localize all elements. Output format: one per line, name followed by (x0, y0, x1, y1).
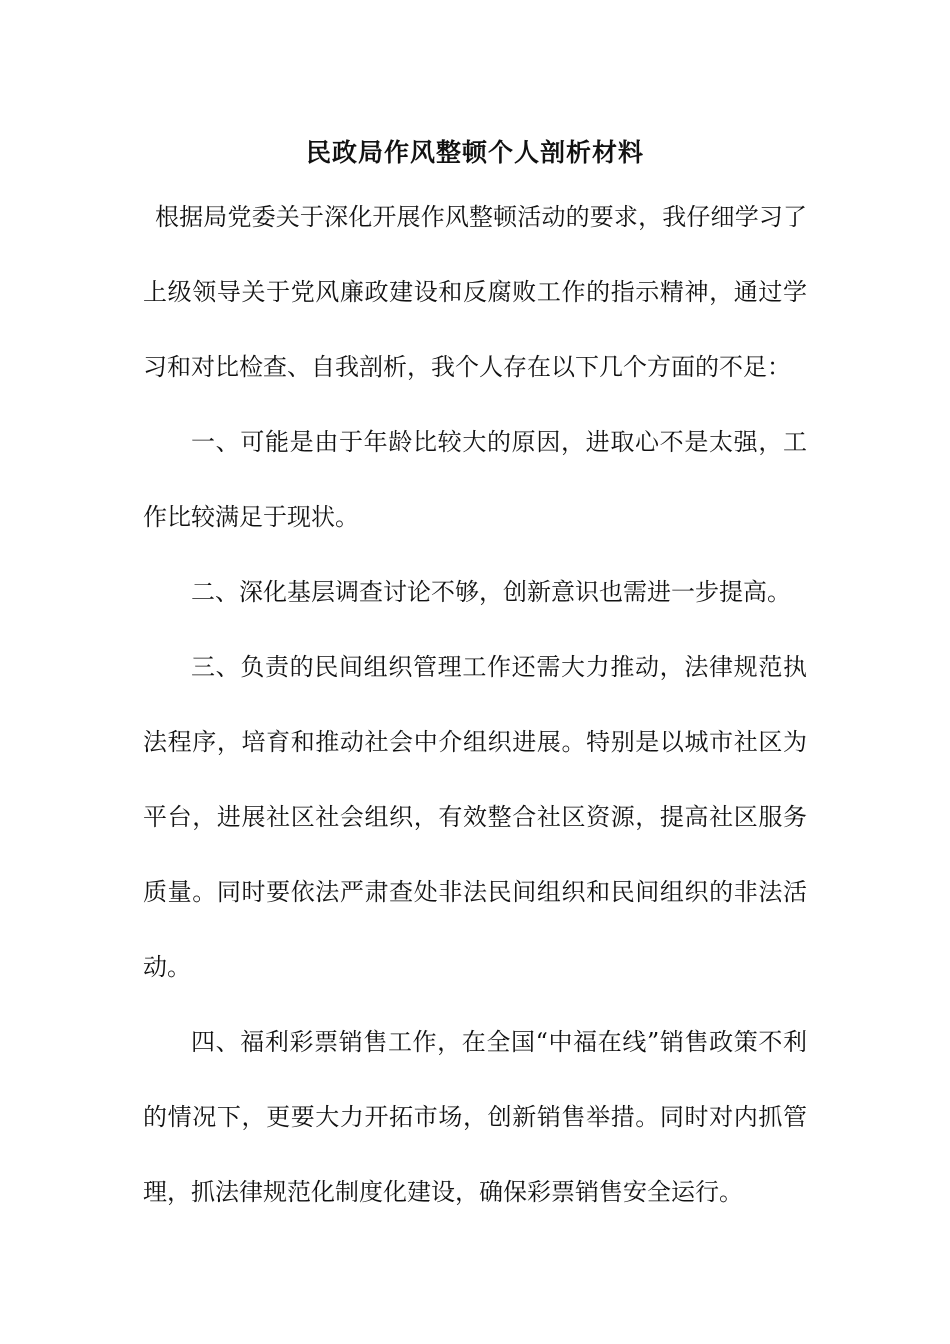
document-body (143, 180, 807, 1230)
point-three-paragraph: 三、负责的民间组织管理工作还需大力推动，法律规范执法程序，培育和推动社会中介组织进展。特别是以城市社区为平台，进展社区社会组织，有效整合社区资源，提高社区服务质量。同时要依法严肃查处非法民间组织和民间组织的非法活动。 (143, 653, 807, 981)
point-two-paragraph: 二、深化基层调查讨论不够，创新意识也需进一步提高。 (191, 578, 791, 606)
point-one-paragraph: 一、可能是由于年龄比较大的原因，进取心不是太强，工作比较满足于现状。 (143, 428, 807, 531)
document-title: 民政局作风整顿个人剖析材料 (305, 138, 644, 167)
intro-paragraph: 根据局党委关于深化开展作风整顿活动的要求，我仔细学习了上级领导关于党风廉政建设和反腐败工作的指示精神，通过学习和对比检查、自我剖析，我个人存在以下几个方面的不足： (143, 203, 807, 381)
point-four-paragraph: 四、福利彩票销售工作，在全国“中福在线”销售政策不利的情况下，更要大力开拓市场，创新销售举措。同时对内抓管理，抓法律规范化制度化建设，确保彩票销售安全运行。 (143, 1028, 807, 1206)
